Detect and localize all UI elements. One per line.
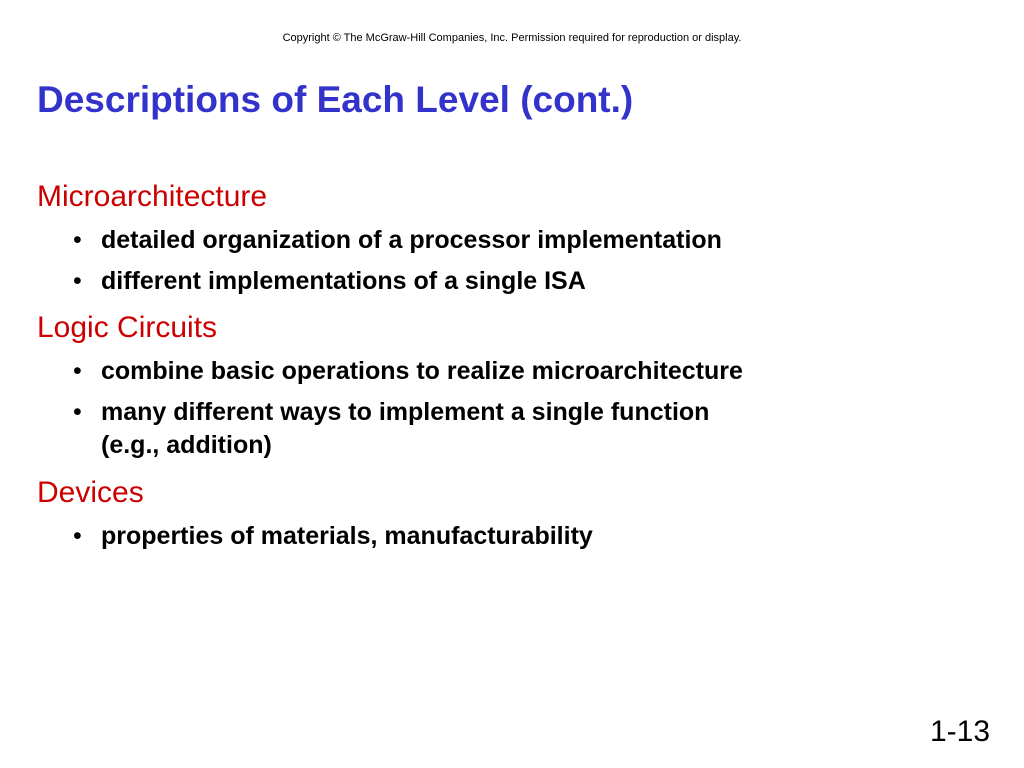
bullet-dot: • — [73, 398, 82, 426]
bullet-text: many different ways to implement a single function — [101, 398, 710, 426]
bullet-item — [73, 520, 593, 553]
bullet-dot: • — [73, 267, 82, 295]
section-heading-devices: Devices — [37, 476, 144, 509]
bullet-dot: • — [73, 522, 82, 550]
bullet-text: detailed organization of a processor implementation — [101, 226, 722, 254]
bullet-text: combine basic operations to realize microarchitecture — [101, 357, 743, 385]
bullet-item — [73, 396, 709, 462]
bullet-item — [73, 355, 743, 388]
copyright-notice: Copyright © The McGraw-Hill Companies, Inc. Permission required for reproduction or display. — [282, 32, 742, 44]
section-heading-logic-circuits: Logic Circuits — [37, 311, 218, 344]
bullet-text: different implementations of a single ISA — [101, 267, 586, 295]
bullet-item — [73, 224, 722, 257]
bullet-dot: • — [73, 357, 82, 385]
section-heading-microarchitecture: Microarchitecture — [37, 180, 268, 213]
bullet-text: properties of materials, manufacturability — [101, 522, 593, 550]
bullet-text-continuation: (e.g., addition) — [101, 431, 272, 459]
slide-number: 1-13 — [929, 715, 990, 748]
slide-title: Descriptions of Each Level (cont.) — [37, 79, 634, 120]
bullet-item — [73, 265, 586, 298]
bullet-dot: • — [73, 226, 82, 254]
